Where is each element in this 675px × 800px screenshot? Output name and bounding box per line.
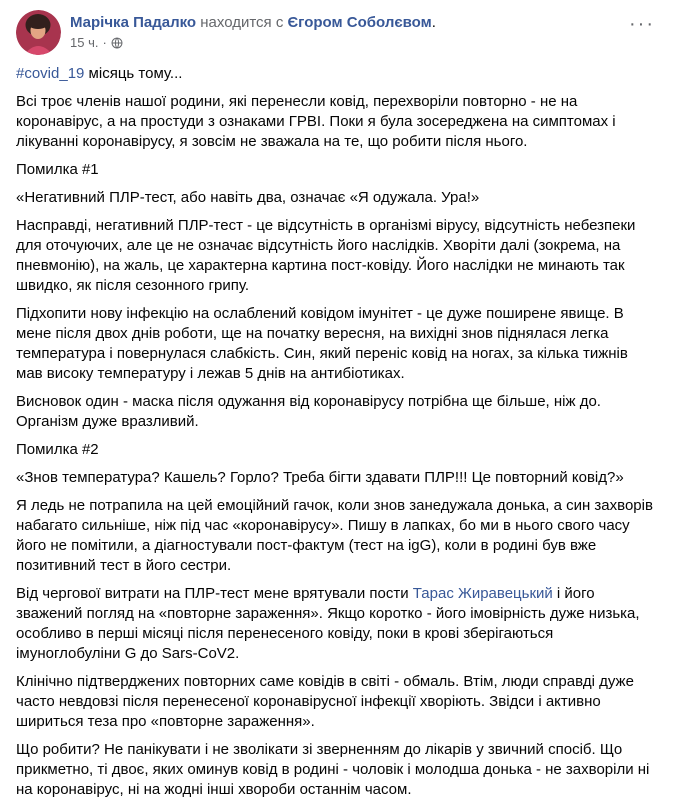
author-avatar[interactable] [16, 10, 61, 55]
hashtag-link[interactable]: #covid_19 [16, 65, 85, 82]
meta-separator: · [102, 35, 107, 50]
post-header [16, 10, 655, 55]
byline-period: . [431, 14, 436, 31]
context-text: находится с [196, 14, 288, 31]
intro-text: місяць тому... [84, 65, 183, 82]
post-paragraph: Клінічно підтверджених повторних саме ковідів в світі - обмаль. Втім, люди справді дуже часто невдовзі після перенесеної коронавірусної інфекції хворіють. Звідси і активно шириться теза про «повторне зараження». [16, 673, 634, 730]
profile-mention-link[interactable]: Тарас Жиравецький [412, 585, 553, 602]
tagged-user-link[interactable]: Єгором Соболєвом [287, 14, 432, 31]
post-paragraph: Я ледь не потрапила на цей емоційний гачок, коли знов занедужала донька, а син захворів набагато сильніше, ніж під час «коронавірусу». Пишу в лапках, бо ми в нього свого часу його не помітили, а діагностували пост-фактум (тест на igG), коли в родині був вже позитивний тест в його сестри. [16, 497, 653, 574]
post-paragraph: Помилка #1 [16, 161, 99, 178]
post-paragraph: «Негативний ПЛР-тест, або навіть два, означає «Я одужала. Ура!» [16, 189, 480, 206]
avatar-image [16, 10, 61, 55]
post-meta [70, 35, 436, 50]
post-paragraph: Всі троє членів нашої родини, які перенесли ковід, перехворіли повторно - не на коронавірус, а на простуди з ознаками ГРВІ. Поки я була зосереджена на симптомах і лікуванні коронавірусу, я зовсім не зважала на те, що робити після нього. [16, 93, 616, 150]
link-paragraph-after: і його зважений погляд на «повторне зараження». Якщо коротко - його імовірність дуже низька, особливо в перші місяці після перенесеного ковіду, поки в крові зберігаються імуноглобуліни G до Sars-CoV2. [16, 585, 640, 662]
post-paragraph-intro [16, 64, 655, 84]
post-paragraph: Підхопити нову інфекцію на ослаблений ковідом імунітет - це дуже поширене явище. В мене після двох днів роботи, ще на початку вересня, на вихідні знов піднялася легка температура і повернулася слабкість. Син, який переніс ковід на ногах, за кілька тижнів мав високу температуру і лежав 5 днів на антибіотиках. [16, 305, 628, 382]
ellipsis-icon: ··· [629, 13, 655, 35]
author-link[interactable]: Марічка Падалко [70, 14, 197, 31]
post-paragraph: Насправді, негативний ПЛР-тест - це відсутність в організмі вірусу, відсутність небезпеки для оточуючих, але це не означає відсутність його наслідків. Хворіти далі (зокрема, на пневмонію), на жаль, це характерна картина пост-ковіду. Його наслідки не минають так швидко, як після сезонного грипу. [16, 217, 636, 294]
byline [70, 13, 436, 32]
post-paragraph: Помилка #2 [16, 441, 99, 458]
post-paragraph: Що робити? Не панікувати і не зволікати зі зверненням до лікарів у звичний спосіб. Що прикметно, ті двоє, яких оминув ковід в родині - чоловік і молодша донька - не захворіли ні на коронавірус, ні на жодні інші хвороби останнім часом. [16, 741, 650, 798]
post-paragraph-with-link [16, 584, 655, 664]
timestamp-link[interactable]: 15 ч. [70, 35, 99, 50]
header-info [70, 10, 436, 50]
globe-icon [111, 37, 123, 49]
post-paragraph: Висновок один - маска після одужання від коронавірусу потрібна ще більше, ніж до. Організм дуже вразливий. [16, 393, 601, 430]
post-menu-button[interactable] [621, 8, 663, 40]
link-paragraph-before: Від чергової витрати на ПЛР-тест мене врятували пости [16, 585, 413, 602]
post-body [16, 64, 655, 800]
post-paragraph: «Знов температура? Кашель? Горло? Треба бігти здавати ПЛР!!! Це повторний ковід?» [16, 469, 624, 486]
